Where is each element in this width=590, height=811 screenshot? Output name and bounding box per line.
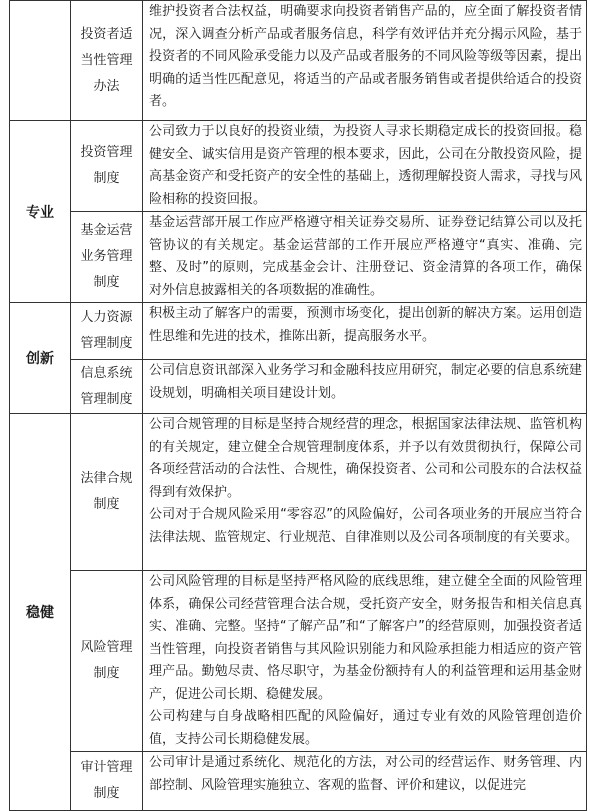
description-cell [143,571,587,752]
item-label: 投资者适当性管理办法 [80,26,133,94]
table-row [10,414,587,571]
description-text: 基金运营部开展工作应严格遵守相关证券交易所、证券登记结算公司以及托管协议的有关规定。基金运营部的工作开展应严格遵守“真实、准确、完整、及时”的原则，完成基金会计、注册登记、资金清算的各项工作，确保对外信息披露相关的各项数据的准确性。 [149,215,582,298]
policy-table [9,0,587,811]
category-label: 专业 [26,204,54,221]
item-label: 基金运营业务管理制度 [80,223,133,290]
item-cell [71,121,143,212]
table-row [10,571,587,752]
description-text: 公司风险管理的目标是坚持严格风险的底线思维，建立健全全面的风险管理体系，确保公司经营管理合法合规，受托资产安全，财务报告和相关信息真实、准确、完整。坚持“了解产品”和“了解客户”的经营原则，加强投资者适当性管理，向投资者销售与其风险识别能力和风险承担能力相适应的资产管理产品。勤勉尽责、恪尽职守，为基金份额持有人的利益管理和运用基金财产，促进公司长期、稳健发展。 [149,574,582,702]
item-cell [71,752,143,811]
category-cell [10,303,71,414]
table-row [10,360,587,414]
item-label: 人力资源管理制度 [80,310,133,351]
table-row [10,1,587,121]
description-cell [143,360,587,414]
item-cell [71,571,143,752]
item-label: 风险管理制度 [80,640,133,681]
description-cell [143,752,587,811]
description-text: 维护投资者合法权益，明确要求向投资者销售产品的，应全面了解投资者情况，深入调查分析产品或者服务信息，科学有效评估并充分揭示风险，基于投资者的不同风险承受能力以及产品或者服务的不同风险等级等因素，提出明确的适当性匹配意见，将适当的产品或者服务销售或者提供给适合的投资者。 [149,4,582,109]
category-cell [10,414,71,811]
item-cell [71,1,143,121]
description-text: 公司对于合规风险采用“零容忍”的风险偏好，公司各项业务的开展应当符合法律法规、监管规定、行业规范、自律准则以及公司各项制度的有关要求。 [149,507,582,545]
description-cell [143,212,587,303]
category-cell [10,121,71,303]
description-text: 公司致力于以良好的投资业绩，为投资人寻求长期稳定成长的投资回报。稳健安全、诚实信用是资产管理的根本要求，因此，公司在分散投资风险，提高基金资产和受托资产的安全性的基础上，透彻理解投资人需求，寻找与风险相称的投资回报。 [149,124,582,207]
description-text: 公司合规管理的目标是坚持合规经营的理念，根据国家法律法规、监管机构的有关规定，建立健全合规管理制度体系，并予以有效贯彻执行，保障公司各项经营活动的合法性、合规性，确保投资者、公司和公司股东的合法权益得到有效保护。 [149,417,582,500]
item-cell [71,414,143,571]
table-row [10,752,587,811]
table-row [10,303,587,360]
item-cell [71,212,143,303]
item-cell [71,303,143,360]
category-cell-empty [10,1,71,121]
description-text: 公司构建与自身战略相匹配的风险偏好，通过专业有效的风险管理创造价值，支持公司长期稳健发展。 [149,709,582,747]
item-label: 审计管理制度 [80,760,133,801]
description-cell [143,1,587,121]
description-text: 积极主动了解客户的需要，预测市场变化，提出创新的解决方案。运用创造性思维和先进的技术，推陈出新，提高服务水平。 [149,306,582,344]
item-label: 投资管理制度 [80,145,133,186]
table-row [10,121,587,212]
item-label: 信息系统管理制度 [80,365,133,407]
description-cell [143,303,587,360]
category-label: 稳健 [26,605,54,621]
category-label: 创新 [26,351,54,367]
description-cell [143,121,587,212]
table-row [10,212,587,303]
description-text: 公司审计是通过系统化、规范化的方法，对公司的经营运作、财务管理、内部控制、风险管理实施独立、客观的监督、评价和建议，以促进完 [149,755,582,793]
description-cell [143,414,587,571]
description-text: 公司信息资讯部深入业务学习和金融科技应用研究，制定必要的信息系统建设规划，明确相关项目建设计划。 [149,363,582,401]
item-label: 法律合规制度 [80,471,133,512]
item-cell [71,360,143,414]
